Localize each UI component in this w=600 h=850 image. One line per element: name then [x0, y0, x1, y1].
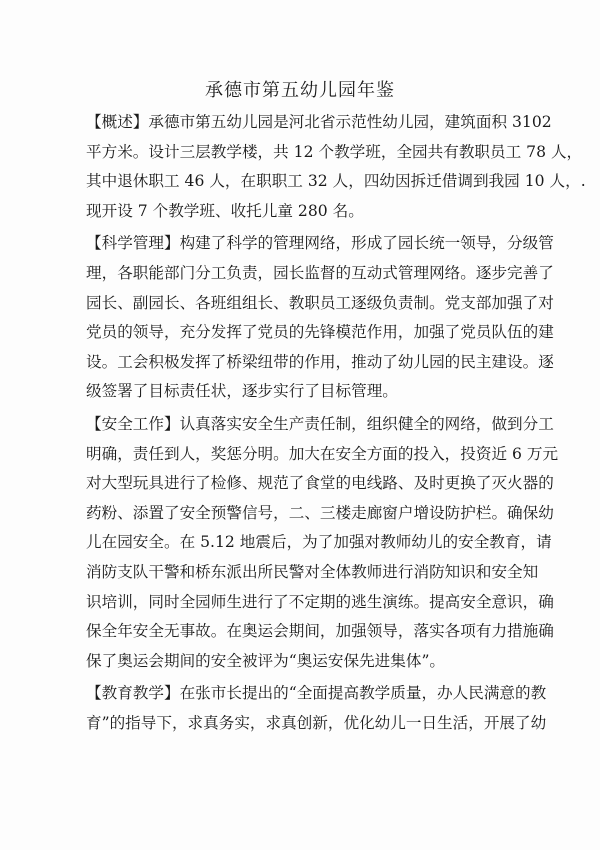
- section-line: 理，各职能部门分工负责，园长监督的互动式管理网络。逐步完善了: [86, 263, 554, 282]
- section-line: [86, 229, 554, 259]
- section-management: [86, 229, 554, 407]
- section-text: 构建了科学的管理网络，形成了园长统一领导，分级管: [179, 234, 554, 253]
- section-line: 儿在园安全。在 5.12 地震后，为了加强对教师幼儿的安全教育，请: [86, 533, 552, 552]
- section-line: 其中退休职工 46 人，在职职工 32 人，四幼因拆迁借调到我园 10 人，.: [86, 172, 586, 191]
- section-line: 现开设 7 个教学班、收托儿童 280 名。: [86, 201, 364, 220]
- section-line: 消防支队干警和桥东派出所民警对全体教师进行消防知识和安全知: [86, 562, 539, 581]
- section-heading-management: 【科学管理】: [86, 234, 180, 253]
- section-line: [86, 108, 552, 138]
- section-line: 设。工会积极发挥了桥梁纽带的作用，推动了幼儿园的民主建设。逐: [86, 352, 554, 371]
- section-heading-teaching: 【教育教学】: [86, 684, 180, 703]
- document-body: [86, 108, 586, 741]
- section-line: 园长、副园长、各班组组长、教职员工逐级负责制。党支部加强了对: [86, 293, 554, 312]
- section-overview: [86, 108, 586, 226]
- section-text: 认真落实安全生产责任制，组织健全的网络，做到分工: [179, 414, 554, 433]
- section-line: 药粉、添置了安全预警信号，二、三楼走廊窗户增设防护栏。确保幼: [86, 503, 554, 522]
- section-teaching: [86, 679, 547, 738]
- section-line: [86, 679, 547, 709]
- section-line: 平方米。设计三层教学楼，共 12 个教学班，全园共有教职员工 78 人，: [86, 142, 583, 161]
- section-line: 识培训，同时全园师生进行了不定期的逃生演练。提高安全意识，确: [86, 592, 554, 611]
- document-title: 承德市第五幼儿园年鉴: [205, 80, 395, 101]
- section-line: 明确，责任到人，奖惩分明。加大在安全方面的投入，投资近 6 万元: [86, 444, 559, 463]
- section-line: 保了奥运会期间的安全被评为“奥运安保先进集体”。: [86, 651, 446, 670]
- section-safety: [86, 410, 559, 676]
- section-text: 承德市第五幼儿园是河北省示范性幼儿园，建筑面积 3102: [148, 113, 552, 131]
- section-line: 保全年安全无事故。在奥运会期间，加强领导，落实各项有力措施确: [86, 622, 554, 641]
- section-heading-safety: 【安全工作】: [86, 414, 180, 433]
- section-line: 党员的领导，充分发挥了党员的先锋模范作用，加强了党员队伍的建: [86, 323, 554, 342]
- section-heading-overview: 【概述】: [86, 113, 149, 131]
- section-text: 在张市长提出的“全面提高教学质量，办人民满意的教: [179, 684, 547, 703]
- section-line: 对大型玩具进行了检修、规范了食堂的电线路、及时更换了灭火器的: [86, 474, 554, 493]
- section-line: [86, 410, 554, 440]
- section-line: 级签署了目标责任状，逐步实行了目标管理。: [86, 382, 398, 401]
- section-line: 育”的指导下，求真务实，求真创新，优化幼儿一日生活，开展了幼: [86, 713, 547, 732]
